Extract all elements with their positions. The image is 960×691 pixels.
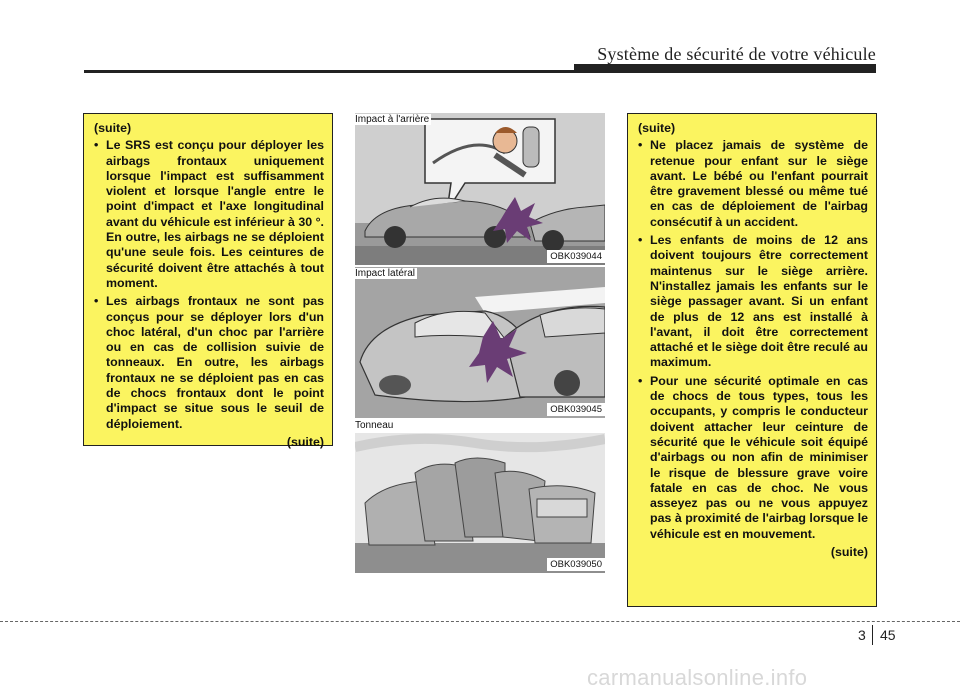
header-rule bbox=[84, 70, 876, 73]
note-box-right bbox=[627, 113, 877, 607]
suite-head: (suite) bbox=[638, 121, 676, 135]
bullet-item: • Les enfants de moins de 12 ans doivent toujours être correctement maintenus sur le siège arrière. N'installez jamais les enfants sur le siège passager avant. Si un enfant de plus de 12 ans est installé à l'avant, il doit être correctement attaché et le siège doit être reculé au maximum. bbox=[636, 233, 868, 371]
footer-rule bbox=[0, 621, 960, 622]
suite-head: (suite) bbox=[94, 121, 132, 135]
figure-code: OBK039044 bbox=[547, 250, 605, 263]
bullet-item: • Ne placez jamais de système de retenue pour enfant sur le siège avant. Le bébé ou l'enfant pourrait être gravement blessé ou même tué en cas de déploiement de l'airbag consécutif à un accident. bbox=[636, 138, 868, 230]
side-impact-illustration bbox=[355, 267, 605, 418]
suite-tail: (suite) bbox=[286, 434, 324, 449]
figure-caption: Tonneau bbox=[355, 420, 394, 431]
rear-impact-illustration bbox=[355, 113, 605, 265]
page-number-separator bbox=[872, 625, 873, 645]
watermark: carmanualsonline.info bbox=[587, 665, 808, 690]
bullet-item: • Le SRS est conçu pour déployer les airbags frontaux uniquement lorsque l'impact est suffisamment violent et lorsque l'angle entre le point d'impact et l'axe longitudinal avant du véhicule est inférieur à 30 °. En outre, les airbags ne se déploient qu'une seule fois. Les ceintures de sécurité doivent être attachés à tout moment. bbox=[92, 138, 324, 291]
chapter-number: 3 bbox=[858, 627, 866, 643]
note-box-left bbox=[83, 113, 333, 449]
figure-code: OBK039050 bbox=[547, 558, 605, 571]
side-impact-drawing bbox=[355, 267, 605, 418]
bullet-item: • Les airbags frontaux ne sont pas conçus pour se déployer lors d'un choc latéral, d'un choc par l'arrière ou en cas de collision suivie de tonneaux. En outre, les airbags frontaux ne se déploient pas en cas de chocs frontaux dont le point d'impact se situe sous le seuil de déploiement. bbox=[92, 294, 324, 432]
figure-caption: Impact latéral bbox=[355, 268, 416, 279]
figure-code: OBK039045 bbox=[547, 403, 605, 416]
rollover-drawing bbox=[355, 433, 605, 573]
page-number: 45 bbox=[880, 627, 896, 643]
bullet-list bbox=[92, 138, 324, 432]
figure-caption: Impact à l'arrière bbox=[355, 114, 430, 125]
suite-tail: (suite) bbox=[830, 545, 868, 560]
rollover-illustration bbox=[355, 433, 605, 573]
rear-impact-drawing bbox=[355, 113, 605, 265]
page-header-title: Système de sécurité de votre véhicule bbox=[597, 44, 876, 64]
bullet-item: • Pour une sécurité optimale en cas de chocs de tous types, tous les occupants, y compris le conducteur doivent attacher leur ceinture de sécurité que le véhicule soit équipé d'airbags ou non afin de minimiser le risque de blessure grave voire fatale en cas de choc. Ne vous asseyez pas ou ne vous appuyez pas à proximité de l'airbag lorsque le véhicule est en mouvement. bbox=[636, 374, 868, 542]
bullet-list bbox=[636, 138, 868, 542]
